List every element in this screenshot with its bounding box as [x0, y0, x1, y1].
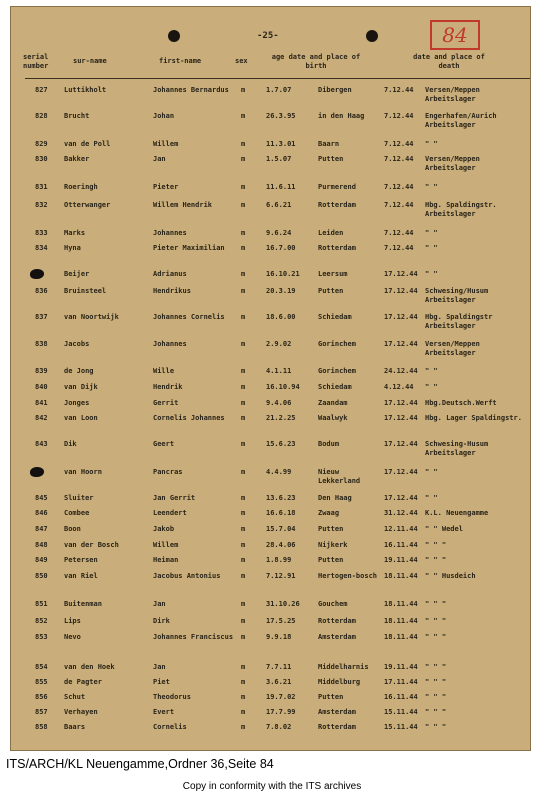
birth-date-cell: 4.4.99: [266, 468, 292, 476]
surname-cell: van der Bosch: [64, 541, 119, 549]
sex-cell: m: [241, 155, 246, 163]
serial-number: 853: [35, 633, 48, 641]
sex-cell: m: [241, 556, 246, 564]
birth-date-cell: 7.7.11: [266, 663, 292, 671]
death-place-cell: " " ": [425, 663, 447, 671]
death-date-cell: 24.12.44: [384, 367, 418, 375]
birth-place-cell: Zaandam: [318, 399, 348, 407]
firstname-cell: Hendrik: [153, 383, 183, 391]
firstname-cell: Cornelis: [153, 723, 187, 731]
firstname-cell: Willem: [153, 541, 179, 549]
serial-number: 828: [35, 112, 48, 120]
surname-cell: Otterwanger: [64, 201, 111, 209]
birth-date-cell: 17.5.25: [266, 617, 296, 625]
serial-number: 832: [35, 201, 48, 209]
birth-place-cell: Rotterdam: [318, 617, 356, 625]
firstname-cell: Jan: [153, 600, 166, 608]
firstname-cell: Geert: [153, 440, 175, 448]
birth-place-cell: Schiedam: [318, 313, 352, 321]
page-number: -25-: [257, 31, 279, 41]
birth-place-cell: Putten: [318, 287, 344, 295]
firstname-cell: Jan: [153, 155, 166, 163]
firstname-cell: Gerrit: [153, 399, 179, 407]
sex-cell: m: [241, 468, 246, 476]
death-place-cell: K.L. Neuengamme: [425, 509, 489, 517]
sex-cell: m: [241, 708, 246, 716]
header-firstname: first-name: [159, 57, 202, 65]
serial-number: 827: [35, 86, 48, 94]
birth-place-cell: Den Haag: [318, 494, 352, 502]
birth-place-cell: Leersum: [318, 270, 348, 278]
serial-number: 857: [35, 708, 48, 716]
birth-date-cell: 17.7.99: [266, 708, 296, 716]
serial-number: 842: [35, 414, 48, 422]
surname-cell: van Noortwijk: [64, 313, 119, 321]
sex-cell: m: [241, 693, 246, 701]
birth-place-cell: Purmerend: [318, 183, 356, 191]
birth-place-cell: in den Haag: [318, 112, 365, 120]
serial-number: 854: [35, 663, 48, 671]
surname-cell: Jonges: [64, 399, 90, 407]
surname-cell: Bruinsteel: [64, 287, 107, 295]
sex-cell: m: [241, 678, 246, 686]
birth-place-cell: Dibergen: [318, 86, 352, 94]
serial-number: 843: [35, 440, 48, 448]
death-date-cell: 17.12.44: [384, 313, 418, 321]
birth-date-cell: 11.3.01: [266, 140, 296, 148]
serial-number: 838: [35, 340, 48, 348]
death-date-cell: 16.11.44: [384, 693, 418, 701]
death-place-cell: Schwesing-Husum Arbeitslager: [425, 440, 489, 457]
sex-cell: m: [241, 340, 246, 348]
sex-cell: m: [241, 201, 246, 209]
birth-date-cell: 18.6.00: [266, 313, 296, 321]
serial-number: 851: [35, 600, 48, 608]
birth-date-cell: 9.9.18: [266, 633, 292, 641]
death-place-cell: Schwesing/Husum Arbeitslager: [425, 287, 489, 304]
death-place-cell: " " Wedel: [425, 525, 463, 533]
header-sex: sex: [235, 57, 248, 65]
sex-cell: m: [241, 270, 246, 278]
firstname-cell: Piet: [153, 678, 170, 686]
serial-number: 849: [35, 556, 48, 564]
punch-hole-right-icon: [366, 30, 378, 42]
death-place-cell: Engerhafen/Aurich Arbeitslager: [425, 112, 497, 129]
birth-date-cell: 6.6.21: [266, 201, 292, 209]
surname-cell: Dik: [64, 440, 77, 448]
serial-number: 831: [35, 183, 48, 191]
death-date-cell: 19.11.44: [384, 556, 418, 564]
birth-date-cell: 31.10.26: [266, 600, 300, 608]
death-place-cell: Versen/Meppen Arbeitslager: [425, 155, 480, 172]
death-date-cell: 18.11.44: [384, 572, 418, 580]
header-surname: sur-name: [73, 57, 107, 65]
birth-place-cell: Rotterdam: [318, 244, 356, 252]
sex-cell: m: [241, 287, 246, 295]
sex-cell: m: [241, 440, 246, 448]
firstname-cell: Jakob: [153, 525, 175, 533]
death-place-cell: " " ": [425, 678, 447, 686]
sex-cell: m: [241, 663, 246, 671]
death-place-cell: Hbg. Lager Spaldingstr.: [425, 414, 522, 422]
death-date-cell: 7.12.44: [384, 112, 414, 120]
birth-place-cell: Rotterdam: [318, 201, 356, 209]
death-date-cell: 7.12.44: [384, 86, 414, 94]
death-date-cell: 17.12.44: [384, 468, 418, 476]
conformity-footer: Copy in conformity with the ITS archives: [182, 781, 362, 792]
death-place-cell: " " ": [425, 541, 447, 549]
surname-cell: Hyna: [64, 244, 81, 252]
firstname-cell: Pieter Maximilian: [153, 244, 225, 252]
document-page: [10, 6, 531, 751]
death-place-cell: Versen/Meppen Arbeitslager: [425, 86, 480, 103]
firstname-cell: Hendrikus: [153, 287, 191, 295]
serial-number: 848: [35, 541, 48, 549]
birth-date-cell: 9.4.06: [266, 399, 292, 407]
death-date-cell: 16.11.44: [384, 541, 418, 549]
sex-cell: m: [241, 541, 246, 549]
birth-date-cell: 7.12.91: [266, 572, 296, 580]
birth-place-cell: Middelharnis: [318, 663, 369, 671]
death-date-cell: 4.12.44: [384, 383, 414, 391]
header-rule: [25, 78, 531, 79]
birth-place-cell: Leiden: [318, 229, 344, 237]
sex-cell: m: [241, 494, 246, 502]
birth-place-cell: Baarn: [318, 140, 340, 148]
surname-cell: Sluiter: [64, 494, 94, 502]
surname-cell: Brucht: [64, 112, 90, 120]
death-place-cell: " ": [425, 494, 438, 502]
death-place-cell: " ": [425, 270, 438, 278]
serial-number: 833: [35, 229, 48, 237]
surname-cell: Schut: [64, 693, 86, 701]
birth-place-cell: Gouchem: [318, 600, 348, 608]
serial-number: 837: [35, 313, 48, 321]
death-date-cell: 17.12.44: [384, 414, 418, 422]
surname-cell: Bakker: [64, 155, 90, 163]
death-place-cell: " " ": [425, 556, 447, 564]
death-place-cell: " " ": [425, 693, 447, 701]
serial-number: 847: [35, 525, 48, 533]
death-place-cell: " " ": [425, 708, 447, 716]
sex-cell: m: [241, 414, 246, 422]
serial-number: 855: [35, 678, 48, 686]
firstname-cell: Willem Hendrik: [153, 201, 213, 209]
death-date-cell: 18.11.44: [384, 600, 418, 608]
death-place-cell: Hbg. Spaldingstr Arbeitslager: [425, 313, 493, 330]
death-date-cell: 7.12.44: [384, 140, 414, 148]
birth-place-cell: Hertogen-bosch: [318, 572, 378, 580]
archive-caption: ITS/ARCH/KL Neuengamme,Ordner 36,Seite 84: [6, 757, 274, 771]
firstname-cell: Johannes Franciscus: [153, 633, 234, 641]
death-place-cell: " " ": [425, 723, 447, 731]
surname-cell: Combee: [64, 509, 90, 517]
sex-cell: m: [241, 367, 246, 375]
serial-number: 845: [35, 494, 48, 502]
serial-number: 830: [35, 155, 48, 163]
death-place-cell: " " ": [425, 600, 447, 608]
serial-number: 840: [35, 383, 48, 391]
serial-number: 839: [35, 367, 48, 375]
birth-place-cell: Schiedam: [318, 383, 352, 391]
sex-cell: m: [241, 633, 246, 641]
firstname-cell: Johannes Bernardus: [153, 86, 229, 94]
birth-date-cell: 21.2.25: [266, 414, 296, 422]
surname-cell: van Loon: [64, 414, 98, 422]
firstname-cell: Leendert: [153, 509, 187, 517]
ink-blot-icon: [30, 269, 44, 279]
surname-cell: Lips: [64, 617, 81, 625]
firstname-cell: Theodorus: [153, 693, 191, 701]
death-place-cell: " ": [425, 468, 438, 476]
death-date-cell: 19.11.44: [384, 663, 418, 671]
death-date-cell: 7.12.44: [384, 244, 414, 252]
sex-cell: m: [241, 617, 246, 625]
serial-number: 834: [35, 244, 48, 252]
death-date-cell: 7.12.44: [384, 155, 414, 163]
death-date-cell: 31.12.44: [384, 509, 418, 517]
ink-blot-icon: [30, 467, 44, 477]
sex-cell: m: [241, 229, 246, 237]
death-place-cell: " " ": [425, 617, 447, 625]
death-place-cell: " " ": [425, 633, 447, 641]
birth-date-cell: 16.7.00: [266, 244, 296, 252]
birth-date-cell: 20.3.19: [266, 287, 296, 295]
birth-date-cell: 3.6.21: [266, 678, 292, 686]
death-date-cell: 18.11.44: [384, 633, 418, 641]
sex-cell: m: [241, 723, 246, 731]
death-place-cell: " " Husdeich: [425, 572, 476, 580]
serial-number: 836: [35, 287, 48, 295]
birth-date-cell: 19.7.02: [266, 693, 296, 701]
firstname-cell: Johannes: [153, 340, 187, 348]
birth-place-cell: Amsterdam: [318, 633, 356, 641]
birth-place-cell: Nieuw Lekkerland: [318, 468, 361, 485]
birth-place-cell: Rotterdam: [318, 723, 356, 731]
serial-number: 846: [35, 509, 48, 517]
sex-cell: m: [241, 86, 246, 94]
death-date-cell: 18.11.44: [384, 617, 418, 625]
serial-number: 852: [35, 617, 48, 625]
firstname-cell: Johannes: [153, 229, 187, 237]
birth-date-cell: 1.7.07: [266, 86, 292, 94]
surname-cell: Nevo: [64, 633, 81, 641]
firstname-cell: Jacobus Antonius: [153, 572, 221, 580]
birth-date-cell: 4.1.11: [266, 367, 292, 375]
archive-stamp: 84: [430, 20, 480, 50]
surname-cell: de Jong: [64, 367, 94, 375]
death-place-cell: Hbg. Spaldingstr. Arbeitslager: [425, 201, 497, 218]
firstname-cell: Willem: [153, 140, 179, 148]
surname-cell: van Dijk: [64, 383, 98, 391]
death-place-cell: " ": [425, 183, 438, 191]
surname-cell: Baars: [64, 723, 86, 731]
firstname-cell: Heiman: [153, 556, 179, 564]
death-date-cell: 15.11.44: [384, 708, 418, 716]
birth-place-cell: Waalwyk: [318, 414, 348, 422]
firstname-cell: Pancras: [153, 468, 183, 476]
serial-number: 858: [35, 723, 48, 731]
sex-cell: m: [241, 244, 246, 252]
serial-number: 856: [35, 693, 48, 701]
surname-cell: van Riel: [64, 572, 98, 580]
birth-place-cell: Gorinchem: [318, 367, 356, 375]
birth-place-cell: Putten: [318, 556, 344, 564]
firstname-cell: Wille: [153, 367, 175, 375]
surname-cell: Verhayen: [64, 708, 98, 716]
death-date-cell: 17.12.44: [384, 399, 418, 407]
birth-place-cell: Amsterdam: [318, 708, 356, 716]
header-death: date and place of death: [413, 53, 485, 70]
firstname-cell: Cornelis Johannes: [153, 414, 225, 422]
surname-cell: Beijer: [64, 270, 90, 278]
death-date-cell: 17.12.44: [384, 494, 418, 502]
sex-cell: m: [241, 399, 246, 407]
sex-cell: m: [241, 509, 246, 517]
death-date-cell: 17.11.44: [384, 678, 418, 686]
firstname-cell: Johan: [153, 112, 175, 120]
death-date-cell: 7.12.44: [384, 201, 414, 209]
birth-place-cell: Nijkerk: [318, 541, 348, 549]
surname-cell: van Hoorn: [64, 468, 102, 476]
death-place-cell: " ": [425, 244, 438, 252]
death-date-cell: 17.12.44: [384, 287, 418, 295]
sex-cell: m: [241, 183, 246, 191]
header-serial: serial number: [23, 53, 49, 70]
birth-date-cell: 2.9.02: [266, 340, 292, 348]
death-date-cell: 17.12.44: [384, 440, 418, 448]
death-date-cell: 17.12.44: [384, 340, 418, 348]
sex-cell: m: [241, 572, 246, 580]
birth-date-cell: 15.6.23: [266, 440, 296, 448]
birth-date-cell: 16.10.21: [266, 270, 300, 278]
birth-place-cell: Gorinchem: [318, 340, 356, 348]
death-place-cell: " ": [425, 367, 438, 375]
birth-place-cell: Putten: [318, 525, 344, 533]
firstname-cell: Jan Gerrit: [153, 494, 196, 502]
surname-cell: de Pagter: [64, 678, 102, 686]
birth-date-cell: 13.6.23: [266, 494, 296, 502]
firstname-cell: Pieter: [153, 183, 179, 191]
death-place-cell: Versen/Meppen Arbeitslager: [425, 340, 480, 357]
birth-date-cell: 16.6.18: [266, 509, 296, 517]
birth-date-cell: 9.6.24: [266, 229, 292, 237]
birth-date-cell: 28.4.06: [266, 541, 296, 549]
surname-cell: van den Hoek: [64, 663, 115, 671]
firstname-cell: Adrianus: [153, 270, 187, 278]
surname-cell: van de Poll: [64, 140, 111, 148]
death-place-cell: " ": [425, 140, 438, 148]
death-date-cell: 12.11.44: [384, 525, 418, 533]
birth-date-cell: 15.7.04: [266, 525, 296, 533]
birth-place-cell: Middelburg: [318, 678, 361, 686]
birth-place-cell: Bodum: [318, 440, 340, 448]
serial-number: 850: [35, 572, 48, 580]
firstname-cell: Jan: [153, 663, 166, 671]
birth-date-cell: 26.3.95: [266, 112, 296, 120]
sex-cell: m: [241, 313, 246, 321]
birth-date-cell: 7.8.02: [266, 723, 292, 731]
sex-cell: m: [241, 525, 246, 533]
death-place-cell: " ": [425, 229, 438, 237]
surname-cell: Roeringh: [64, 183, 98, 191]
sex-cell: m: [241, 140, 246, 148]
sex-cell: m: [241, 112, 246, 120]
death-place-cell: " ": [425, 383, 438, 391]
birth-date-cell: 11.6.11: [266, 183, 296, 191]
sex-cell: m: [241, 600, 246, 608]
surname-cell: Jacobs: [64, 340, 90, 348]
birth-place-cell: Putten: [318, 155, 344, 163]
serial-number: 841: [35, 399, 48, 407]
birth-place-cell: Zwaag: [318, 509, 340, 517]
death-place-cell: Hbg.Deutsch.Werft: [425, 399, 497, 407]
serial-number: 829: [35, 140, 48, 148]
birth-date-cell: 16.10.94: [266, 383, 300, 391]
death-date-cell: 7.12.44: [384, 229, 414, 237]
death-date-cell: 17.12.44: [384, 270, 418, 278]
surname-cell: Marks: [64, 229, 86, 237]
surname-cell: Buitenman: [64, 600, 102, 608]
firstname-cell: Evert: [153, 708, 175, 716]
sex-cell: m: [241, 383, 246, 391]
punch-hole-left-icon: [168, 30, 180, 42]
firstname-cell: Johannes Cornelis: [153, 313, 225, 321]
death-date-cell: 7.12.44: [384, 183, 414, 191]
surname-cell: Boon: [64, 525, 81, 533]
birth-date-cell: 1.5.07: [266, 155, 292, 163]
birth-place-cell: Putten: [318, 693, 344, 701]
firstname-cell: Dirk: [153, 617, 170, 625]
header-birth: age date and place of birth: [271, 53, 361, 70]
death-date-cell: 15.11.44: [384, 723, 418, 731]
surname-cell: Petersen: [64, 556, 98, 564]
surname-cell: Luttikholt: [64, 86, 107, 94]
birth-date-cell: 1.8.99: [266, 556, 292, 564]
